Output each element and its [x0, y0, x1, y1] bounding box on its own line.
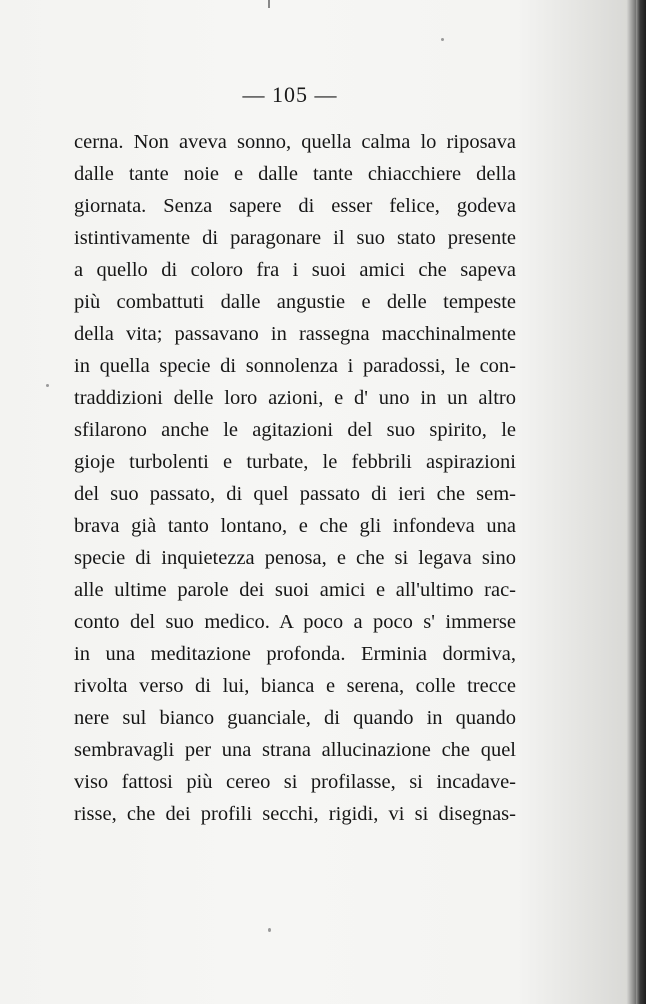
text-line: rivolta verso di lui, bianca e serena, colle trecce	[74, 675, 516, 697]
text-line: specie di inquietezza penosa, e che si legava sino	[74, 547, 516, 569]
dust-speck	[268, 928, 271, 932]
text-line: istintivamente di paragonare il suo stato presente	[74, 227, 516, 249]
text-line: giornata. Senza sapere di esser felice, godeva	[74, 195, 516, 217]
text-line: dalle tante noie e dalle tante chiacchiere della	[74, 163, 516, 185]
text-line: del suo passato, di quel passato di ieri che sem-	[74, 483, 516, 505]
text-line: cerna. Non aveva sonno, quella calma lo riposava	[74, 131, 516, 153]
text-line: più combattuti dalle angustie e delle tempeste	[74, 291, 516, 313]
text-line: gioje turbolenti e turbate, le febbrili aspirazioni	[74, 451, 516, 473]
text-line: sfilarono anche le agitazioni del suo spirito, le	[74, 419, 516, 441]
page-edge-shadow	[636, 0, 646, 1004]
text-line: a quello di coloro fra i suoi amici che sapeva	[74, 259, 516, 281]
text-line: in una meditazione profonda. Erminia dormiva,	[74, 643, 516, 665]
text-line: alle ultime parole dei suoi amici e all'ultimo rac-	[74, 579, 516, 601]
text-line: della vita; passavano in rassegna macchinalmente	[74, 323, 516, 345]
text-line: traddizioni delle loro azioni, e d' uno in un altro	[74, 387, 516, 409]
dust-speck	[441, 38, 444, 41]
text-line: in quella specie di sonnolenza i paradossi, le con-	[74, 355, 516, 377]
page-number: — 105 —	[242, 82, 338, 107]
text-line: risse, che dei profili secchi, rigidi, vi si disegnas-	[74, 803, 516, 825]
text-line: conto del suo medico. A poco a poco s' immerse	[74, 611, 516, 633]
text-line: brava già tanto lontano, e che gli infondeva una	[74, 515, 516, 537]
body-text	[74, 126, 516, 830]
scan-mark	[268, 0, 270, 8]
text-line: viso fattosi più cereo si profilasse, si incadave-	[74, 771, 516, 793]
dust-speck	[46, 384, 49, 387]
text-line: sembravagli per una strana allucinazione che quel	[74, 739, 516, 761]
text-line: nere sul bianco guanciale, di quando in quando	[74, 707, 516, 729]
